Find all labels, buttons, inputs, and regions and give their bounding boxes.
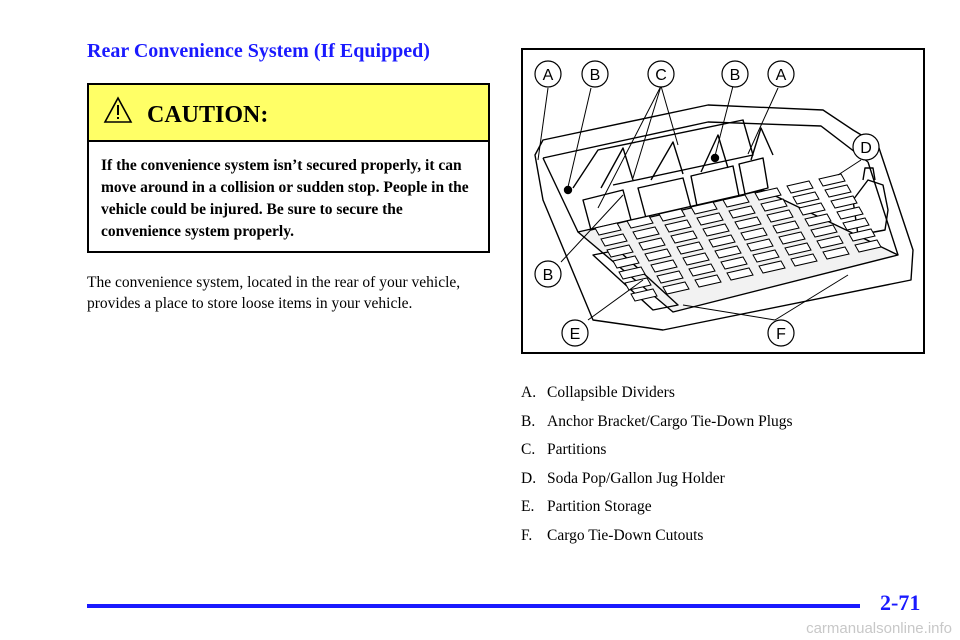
legend-item: F. Cargo Tie‑Down Cutouts xyxy=(521,526,704,544)
warning-triangle-icon xyxy=(103,95,133,125)
legend-item: C. Partitions xyxy=(521,441,607,458)
cargo-tray-drawing xyxy=(523,50,923,352)
grid-cell xyxy=(825,185,851,197)
figure-label: A xyxy=(775,67,787,84)
legend-item: E. Partition Storage xyxy=(521,498,652,515)
grid-cell xyxy=(843,218,869,230)
footer-rule xyxy=(87,604,860,608)
figure-label: B xyxy=(542,267,554,284)
legend-item: D. Soda Pop/Gallon Jug Holder xyxy=(521,469,725,487)
body-paragraph: The convenience system, located in the rear of your vehicle, provides a place to store loose items in your vehicle. xyxy=(87,274,461,312)
grid-cell xyxy=(793,192,819,204)
caution-label: CAUTION: xyxy=(147,102,269,128)
caution-text: If the convenience system isn’t secured properly, it can move around in a collision or sudden stop. People in the vehicle could be injured. Be sure to secure the convenience system properly. xyxy=(101,157,469,240)
grid-cell xyxy=(831,196,857,208)
grid-cell xyxy=(819,174,845,186)
caution-box xyxy=(87,83,490,253)
figure-label: B xyxy=(589,67,601,84)
legend-item: B. Anchor Bracket/Cargo Tie‑Down Plugs xyxy=(521,412,793,430)
figure-label: F xyxy=(776,326,786,343)
grid-cell xyxy=(849,229,875,241)
figure-label: C xyxy=(655,67,667,84)
section-title: Rear Convenience System (If Equipped) xyxy=(87,40,430,62)
convenience-system-illustration xyxy=(521,48,925,354)
figure-label: D xyxy=(860,140,872,157)
caution-header xyxy=(89,85,488,142)
figure-legend xyxy=(521,382,793,553)
page-number: 2-71 xyxy=(880,590,921,615)
figure-label: E xyxy=(569,326,581,343)
watermark: carmanualsonline.info xyxy=(806,620,952,637)
legend-item: A. Collapsible Dividers xyxy=(521,384,675,401)
grid-cell xyxy=(787,181,813,193)
figure-label: A xyxy=(542,67,554,84)
grid-cell xyxy=(837,207,863,219)
figure-label: B xyxy=(729,67,741,84)
grid-cell xyxy=(631,289,657,301)
grid-cell xyxy=(799,203,825,215)
